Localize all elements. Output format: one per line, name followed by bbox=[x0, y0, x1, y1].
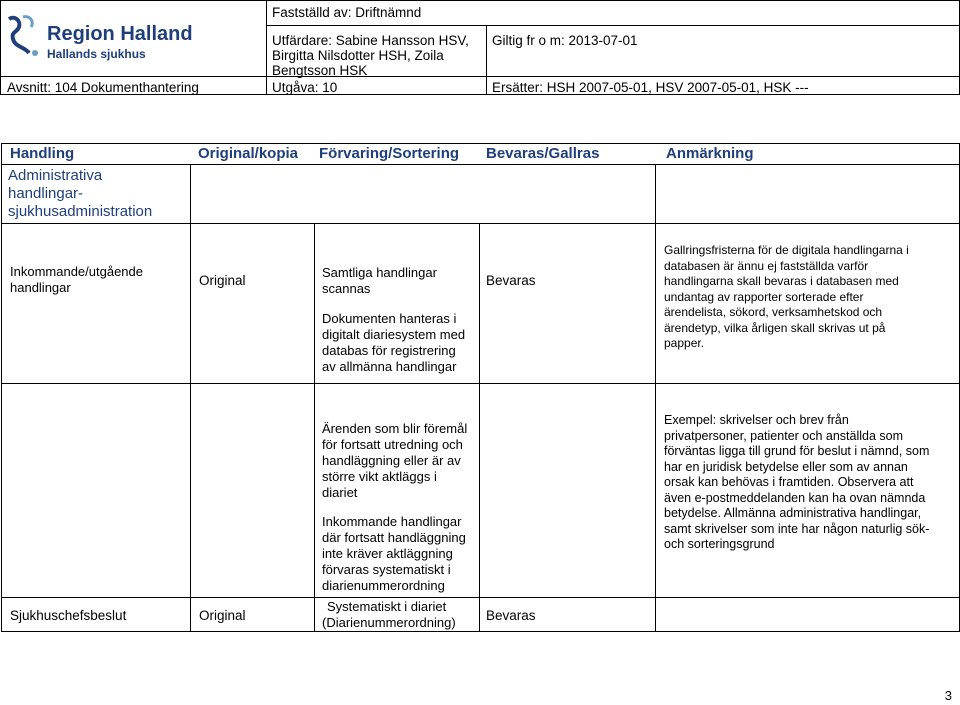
section-label: Avsnitt: 104 Dokumenthantering bbox=[7, 80, 199, 95]
page-number: 3 bbox=[944, 688, 952, 703]
header-original-kopia: Original/kopia bbox=[198, 145, 299, 162]
header-bevaras-gallras: Bevaras/Gallras bbox=[486, 145, 600, 162]
header-forvaring: Förvaring/Sortering bbox=[319, 145, 460, 162]
row3-forv-2: (Diarienummerordning) bbox=[322, 615, 456, 630]
row2-forv-5: diariet bbox=[322, 485, 358, 500]
group-line-2: handlingar- bbox=[8, 185, 84, 202]
row3-kopia: Original bbox=[199, 608, 246, 623]
group-line-1: Administrativa bbox=[8, 167, 103, 184]
row3-bevaras: Bevaras bbox=[486, 608, 536, 623]
row2-forv-7: där fortsatt handläggning bbox=[322, 530, 466, 545]
row1-anm-2: databasen är ännu ej fastställda varför bbox=[664, 258, 869, 273]
group-row bbox=[2, 165, 960, 224]
table-row bbox=[2, 224, 960, 384]
row2-anm-6: även e-postmeddelanden kan ha ovan nämnda bbox=[664, 490, 926, 505]
document-table bbox=[1, 143, 960, 632]
row2-anm-7: betydelse. Allmänna administrativa handlingar, bbox=[664, 506, 922, 520]
row2-forv-2: för fortsatt utredning och bbox=[322, 437, 463, 452]
row2-forv-10: diarienummerordning bbox=[322, 578, 445, 593]
logo-subtitle: Hallands sjukhus bbox=[47, 47, 146, 61]
row1-anm-3: handlingarna skall bevaras i databasen med bbox=[664, 274, 899, 288]
row1-handling-2: handlingar bbox=[10, 280, 71, 295]
row1-bevaras: Bevaras bbox=[486, 273, 536, 288]
issuers-line-2: Birgitta Nilsdotter HSH, Zoila bbox=[272, 48, 444, 63]
row3-forv-1: Systematiskt i diariet bbox=[327, 599, 447, 614]
valid-from: Giltig fr o m: 2013-07-01 bbox=[492, 33, 638, 48]
row2-forv-6: Inkommande handlingar bbox=[322, 514, 462, 529]
issuers-line-1: Utfärdare: Sabine Hansson HSV, bbox=[272, 33, 469, 48]
row1-anm-6: ärendetyp, vilka årligen skall skrivas ut på bbox=[664, 320, 886, 335]
row1-anm-5: ärendelista, sökord, verksamhetskod och bbox=[664, 305, 883, 319]
document-header bbox=[0, 0, 960, 95]
row2-forv-9: förvaras systematiskt i bbox=[322, 562, 451, 577]
row2-anm-2: privatpersoner, patienter och anställda som bbox=[664, 428, 904, 443]
issuers-line-3: Bengtsson HSK bbox=[272, 63, 368, 78]
row2-forv-8: inte kräver aktläggning bbox=[322, 546, 453, 561]
row1-kopia: Original bbox=[199, 273, 246, 288]
logo-name: Region Halland bbox=[47, 23, 193, 45]
row1-forv-2: scannas bbox=[322, 281, 371, 296]
header-handling: Handling bbox=[10, 145, 75, 162]
row2-anm-3: förväntas ligga till grund för beslut i nämnd, som bbox=[664, 444, 930, 458]
table-row bbox=[2, 598, 960, 632]
row1-handling-1: Inkommande/utgående bbox=[10, 264, 143, 279]
row1-forv-6: av allmänna handlingar bbox=[322, 359, 457, 374]
row2-anm-8: samt skrivelser som inte har någon naturlig sök- bbox=[664, 521, 930, 536]
row1-forv-5: databas för registrering bbox=[322, 343, 456, 358]
row2-forv-3: handläggning eller är av bbox=[322, 453, 461, 468]
replaces-label: Ersätter: HSH 2007-05-01, HSV 2007-05-01, HSK --- bbox=[492, 80, 809, 95]
row2-anm-1: Exempel: skrivelser och brev från bbox=[664, 413, 849, 427]
row2-forv-1: Ärenden som blir föremål bbox=[322, 421, 468, 436]
row2-anm-5: orsak kan behövas i framtiden. Observera att bbox=[664, 475, 914, 489]
row1-anm-1: Gallringsfristerna för de digitala handlingarna i bbox=[664, 243, 909, 257]
row1-anm-7: papper. bbox=[664, 336, 705, 350]
logo-mark-icon bbox=[5, 13, 45, 59]
region-halland-logo bbox=[5, 13, 193, 63]
row2-anm-4: har en juridisk betydelse eller som av annan bbox=[664, 459, 908, 474]
row2-anm-9: och sorteringsgrund bbox=[664, 537, 775, 551]
row1-forv-1: Samtliga handlingar bbox=[322, 265, 437, 280]
established-by: Fastställd av: Driftnämnd bbox=[272, 5, 422, 20]
table-header-row bbox=[2, 144, 960, 165]
row1-anm-4: undantag av rapporter sorterade efter bbox=[664, 289, 864, 304]
edition-label: Utgåva: 10 bbox=[272, 80, 338, 95]
row2-forv-4: större vikt aktläggs i bbox=[322, 469, 437, 484]
row3-handling: Sjukhuschefsbeslut bbox=[10, 608, 127, 623]
table-row bbox=[2, 384, 960, 598]
header-anmarkning: Anmärkning bbox=[666, 145, 754, 162]
row1-forv-3: Dokumenten hanteras i bbox=[322, 311, 457, 326]
group-line-3: sjukhusadministration bbox=[8, 203, 153, 220]
row1-forv-4: digitalt diariesystem med bbox=[322, 327, 466, 342]
